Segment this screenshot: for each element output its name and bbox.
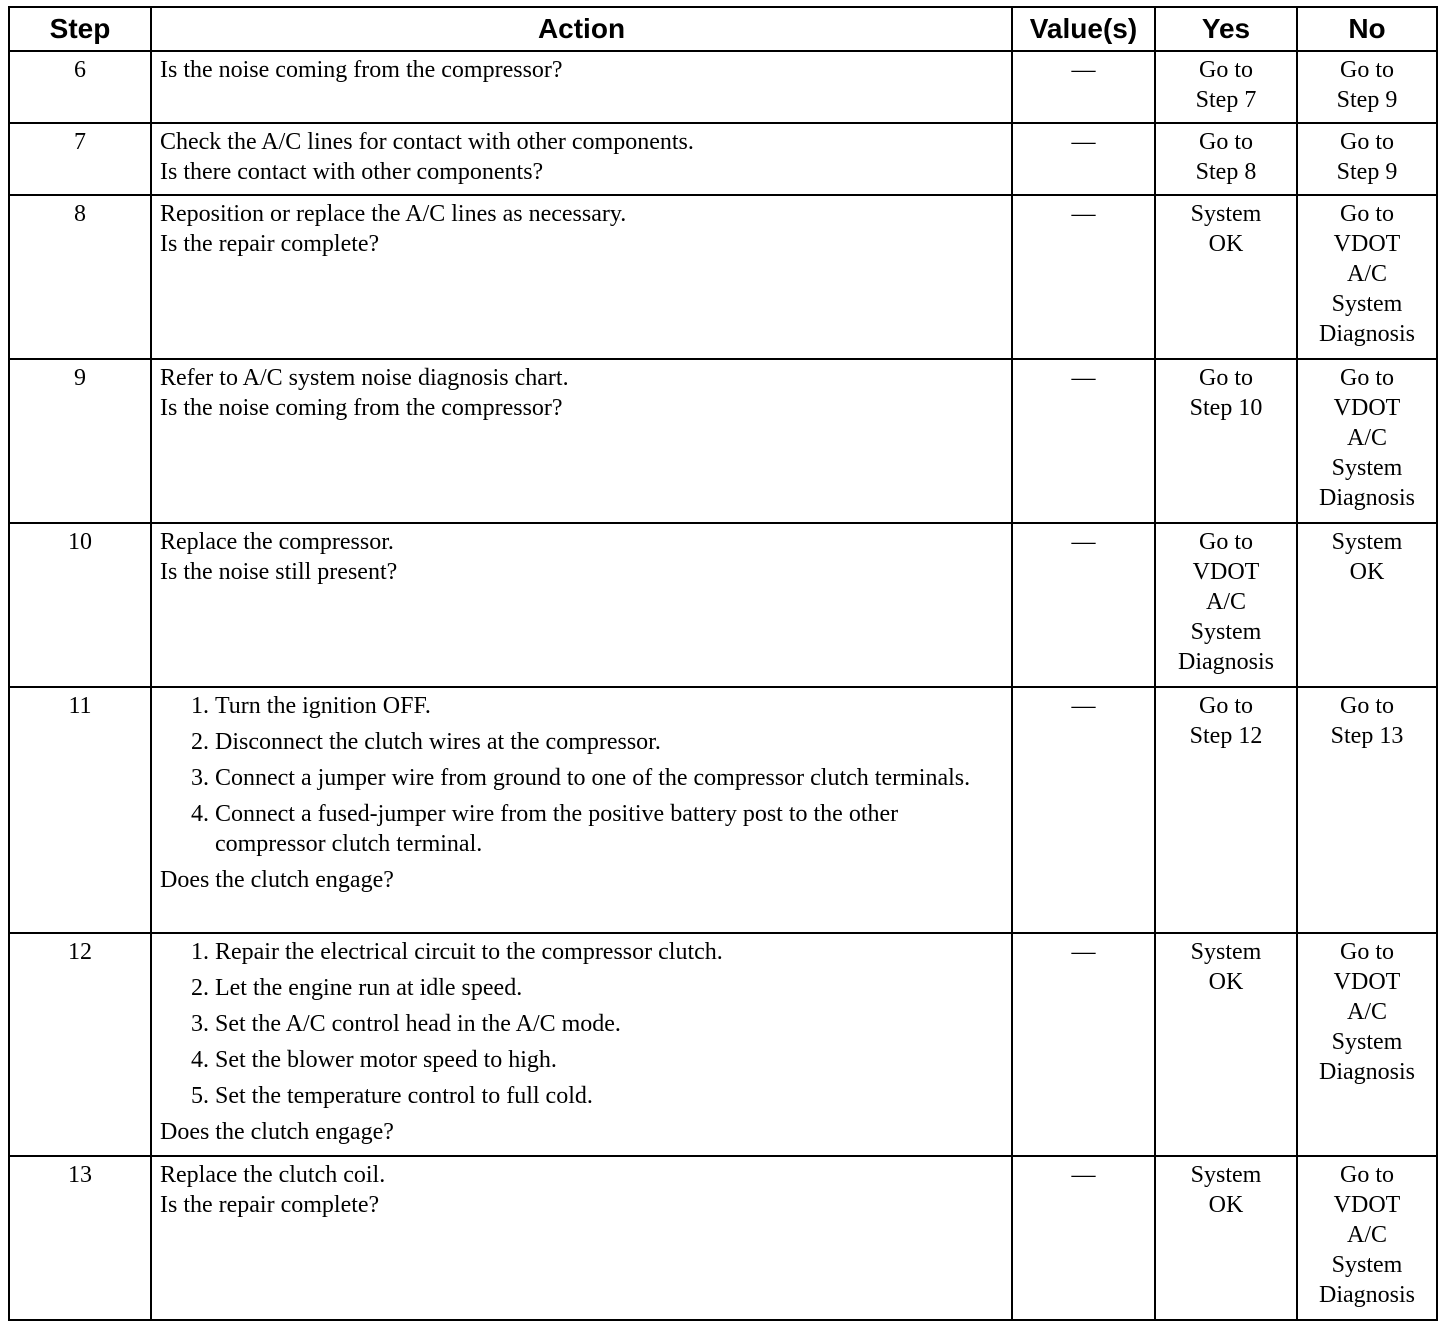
header-no: No	[1297, 7, 1437, 51]
value-cell	[1012, 933, 1155, 1156]
yes-result-line: System	[1190, 1162, 1262, 1188]
yes-result-line: Diagnosis	[1177, 649, 1274, 675]
no-result-line: VDOT	[1333, 969, 1401, 995]
substep-text: Connect a jumper wire from ground to one of the compressor clutch terminals.	[214, 765, 971, 791]
table-row	[9, 523, 1437, 687]
value-text: —	[1071, 1162, 1096, 1188]
substep-text: Turn the ignition OFF.	[214, 693, 431, 719]
yes-result-line: A/C	[1205, 589, 1246, 615]
no-result-line: Diagnosis	[1318, 1282, 1415, 1308]
no-result-line: Go to	[1339, 129, 1394, 155]
step-number: 9	[9, 359, 151, 523]
no-result-line: Go to	[1339, 57, 1394, 83]
no-result-line: System	[1331, 291, 1403, 317]
substep-list	[160, 691, 1003, 859]
no-result-line: System	[1331, 529, 1403, 555]
action-line: Is the repair complete?	[159, 231, 380, 257]
substep-number: 5.	[190, 1083, 209, 1109]
yes-result-line: VDOT	[1192, 559, 1260, 585]
yes-result-line: Go to	[1198, 529, 1253, 555]
value-text: —	[1071, 693, 1096, 719]
no-result-line: A/C	[1346, 261, 1387, 287]
action-cell	[151, 1156, 1012, 1320]
substep-text: Repair the electrical circuit to the compressor clutch.	[214, 939, 723, 965]
value-cell	[1012, 51, 1155, 123]
substep-number: 2.	[190, 729, 209, 755]
step-number: 12	[9, 933, 151, 1156]
substep-text: Connect a fused-jumper wire from the positive battery post to the other compressor clutch terminal.	[214, 801, 899, 857]
yes-result	[1155, 359, 1297, 523]
step-number: 8	[9, 195, 151, 359]
substep-item	[160, 973, 1003, 1003]
action-line: Refer to A/C system noise diagnosis chart.	[159, 365, 569, 391]
value-cell	[1012, 1156, 1155, 1320]
substep-number: 2.	[190, 975, 209, 1001]
action-line: Replace the clutch coil.	[159, 1162, 386, 1188]
yes-result	[1155, 123, 1297, 195]
header-step: Step	[9, 7, 151, 51]
substep-text: Disconnect the clutch wires at the compressor.	[214, 729, 661, 755]
substep-number: 4.	[190, 801, 209, 827]
table-row	[9, 359, 1437, 523]
yes-result-line: Step 10	[1189, 395, 1263, 421]
substep-number: 3.	[190, 1011, 209, 1037]
value-text: —	[1071, 939, 1096, 965]
yes-result-line: System	[1190, 201, 1262, 227]
yes-result-line: Step 12	[1189, 723, 1263, 749]
value-text: —	[1071, 57, 1096, 83]
substep-list	[160, 937, 1003, 1111]
action-line: Is there contact with other components?	[159, 159, 544, 185]
no-result	[1297, 933, 1437, 1156]
substep-number: 4.	[190, 1047, 209, 1073]
no-result	[1297, 123, 1437, 195]
action-line: Check the A/C lines for contact with other components.	[159, 129, 694, 155]
substep-item	[160, 727, 1003, 757]
no-result-line: System	[1331, 1252, 1403, 1278]
action-question: Does the clutch engage?	[159, 1119, 394, 1145]
header-row	[9, 7, 1437, 51]
action-line: Is the noise still present?	[159, 559, 398, 585]
no-result	[1297, 195, 1437, 359]
no-result-line: Diagnosis	[1318, 485, 1415, 511]
step-number: 11	[9, 687, 151, 933]
no-result-line: Go to	[1339, 693, 1394, 719]
header-action: Action	[151, 7, 1012, 51]
yes-result-line: Step 8	[1195, 159, 1257, 185]
value-text: —	[1071, 129, 1096, 155]
value-cell	[1012, 359, 1155, 523]
action-cell	[151, 195, 1012, 359]
action-cell	[151, 933, 1012, 1156]
yes-result-line: OK	[1208, 231, 1244, 257]
substep-text: Let the engine run at idle speed.	[214, 975, 523, 1001]
substep-item	[160, 691, 1003, 721]
table-row	[9, 51, 1437, 123]
action-cell	[151, 523, 1012, 687]
no-result-line: A/C	[1346, 999, 1387, 1025]
step-number: 13	[9, 1156, 151, 1320]
yes-result	[1155, 687, 1297, 933]
value-text: —	[1071, 365, 1096, 391]
action-line: Is the noise coming from the compressor?	[159, 395, 563, 421]
no-result-line: Diagnosis	[1318, 1059, 1415, 1085]
value-cell	[1012, 523, 1155, 687]
no-result-line: Step 9	[1336, 159, 1398, 185]
no-result-line: Go to	[1339, 365, 1394, 391]
yes-result-line: Go to	[1198, 129, 1253, 155]
yes-result	[1155, 51, 1297, 123]
substep-text: Set the A/C control head in the A/C mode.	[214, 1011, 621, 1037]
substep-text: Set the blower motor speed to high.	[214, 1047, 557, 1073]
yes-result	[1155, 195, 1297, 359]
step-number: 6	[9, 51, 151, 123]
action-cell	[151, 687, 1012, 933]
header-yes: Yes	[1155, 7, 1297, 51]
substep-item	[160, 1081, 1003, 1111]
header-values: Value(s)	[1012, 7, 1155, 51]
no-result-line: Go to	[1339, 1162, 1394, 1188]
no-result-line: Go to	[1339, 939, 1394, 965]
diagnostic-table	[8, 6, 1438, 1321]
no-result-line: Step 9	[1336, 87, 1398, 113]
value-cell	[1012, 687, 1155, 933]
table-row	[9, 195, 1437, 359]
table-row	[9, 1156, 1437, 1320]
no-result-line: VDOT	[1333, 1192, 1401, 1218]
action-question: Does the clutch engage?	[159, 867, 394, 893]
no-result-line: System	[1331, 1029, 1403, 1055]
action-line: Is the repair complete?	[159, 1192, 380, 1218]
no-result	[1297, 1156, 1437, 1320]
yes-result-line: System	[1190, 619, 1262, 645]
no-result	[1297, 523, 1437, 687]
no-result	[1297, 51, 1437, 123]
value-text: —	[1071, 529, 1096, 555]
action-line: Replace the compressor.	[159, 529, 394, 555]
yes-result-line: Go to	[1198, 693, 1253, 719]
substep-item	[160, 937, 1003, 967]
no-result	[1297, 359, 1437, 523]
action-line: Reposition or replace the A/C lines as necessary.	[159, 201, 627, 227]
value-cell	[1012, 123, 1155, 195]
substep-number: 1.	[190, 693, 209, 719]
yes-result-line: System	[1190, 939, 1262, 965]
substep-item	[160, 763, 1003, 793]
table-row	[9, 123, 1437, 195]
no-result	[1297, 687, 1437, 933]
no-result-line: Diagnosis	[1318, 321, 1415, 347]
value-cell	[1012, 195, 1155, 359]
yes-result-line: Go to	[1198, 57, 1253, 83]
action-cell	[151, 359, 1012, 523]
table-row	[9, 933, 1437, 1156]
substep-item	[160, 1009, 1003, 1039]
step-number: 10	[9, 523, 151, 687]
action-cell	[151, 51, 1012, 123]
no-result-line: VDOT	[1333, 395, 1401, 421]
no-result-line: System	[1331, 455, 1403, 481]
substep-item	[160, 1045, 1003, 1075]
yes-result	[1155, 1156, 1297, 1320]
no-result-line: A/C	[1346, 425, 1387, 451]
action-line: Is the noise coming from the compressor?	[159, 57, 563, 83]
no-result-line: VDOT	[1333, 231, 1401, 257]
yes-result-line: OK	[1208, 969, 1244, 995]
action-cell	[151, 123, 1012, 195]
step-number: 7	[9, 123, 151, 195]
substep-number: 1.	[190, 939, 209, 965]
no-result-line: Step 13	[1330, 723, 1404, 749]
no-result-line: A/C	[1346, 1222, 1387, 1248]
yes-result-line: Go to	[1198, 365, 1253, 391]
yes-result-line: OK	[1208, 1192, 1244, 1218]
substep-item	[160, 799, 1003, 859]
substep-text: Set the temperature control to full cold.	[214, 1083, 593, 1109]
no-result-line: OK	[1349, 559, 1385, 585]
value-text: —	[1071, 201, 1096, 227]
table-row	[9, 687, 1437, 933]
substep-number: 3.	[190, 765, 209, 791]
yes-result-line: Step 7	[1195, 87, 1257, 113]
yes-result	[1155, 933, 1297, 1156]
yes-result	[1155, 523, 1297, 687]
no-result-line: Go to	[1339, 201, 1394, 227]
